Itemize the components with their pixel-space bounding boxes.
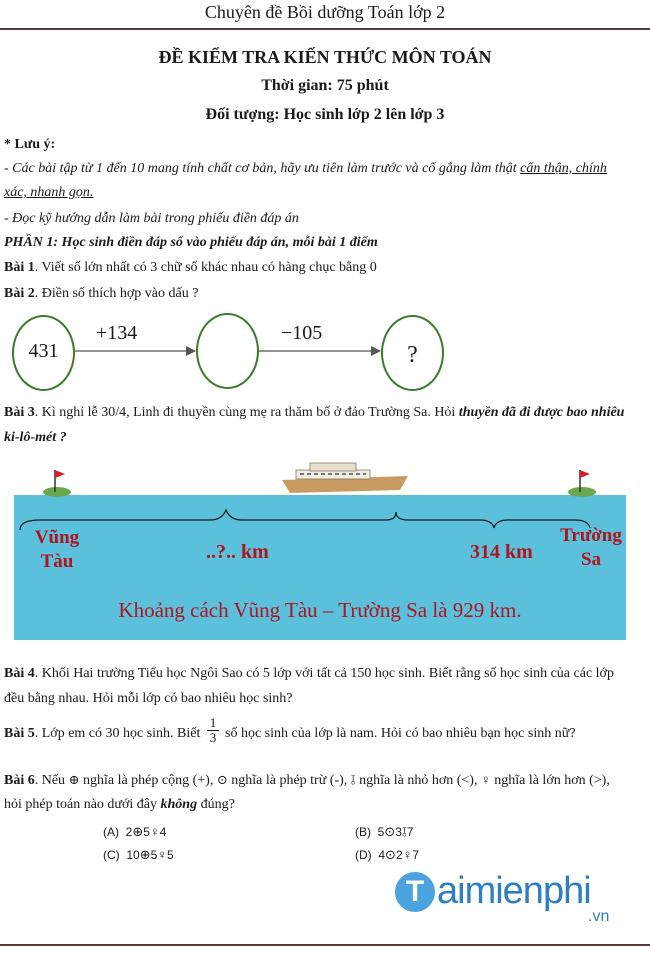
question-6-line-2: hỏi phép toán nào dưới đây không đúng? — [4, 797, 235, 812]
notes-heading: * Lưu ý: — [4, 137, 56, 152]
greater-than-symbol-icon: ♀ — [402, 847, 413, 862]
question-4-line-1: Bài 4. Khối Hai trường Tiểu học Ngôi Sao có 5 lớp với tất cả 150 học sinh. Biết rằng số học sinh của các lớp — [4, 666, 614, 681]
exam-time: Thời gian: 75 phút — [261, 77, 389, 94]
flag-icon-right — [568, 470, 596, 497]
greater-than-symbol-icon: ♀ — [480, 772, 491, 787]
total-distance: Khoảng cách Vũng Tàu – Trường Sa là 929 km. — [118, 598, 522, 622]
exam-audience: Đối tượng: Học sinh lớp 2 lên lớp 3 — [205, 106, 445, 123]
question-4-line-2: đều bằng nhau. Hỏi mỗi lớp có bao nhiêu học sinh? — [4, 691, 293, 706]
brand-name: aimienphi — [437, 870, 591, 912]
exam-title: ĐỀ KIỂM TRA KIẾN THỨC MÔN TOÁN — [158, 47, 492, 67]
page-header-title: Chuyên đề Bồi dưỡng Toán lớp 2 — [204, 2, 446, 22]
operation-add: +134 — [96, 322, 138, 344]
notes-line-2: xác, nhanh gọn. — [4, 185, 94, 200]
circle-dot-icon: ⊙ — [385, 847, 396, 862]
question-6-line-1: Bài 6. Nếu ⊕ nghĩa là phép cộng (+), ⊙ nghĩa là phép trừ (-), ⫱ nghĩa là nhỏ hơn (<), ♀ nghĩa là lớn hơn (>), — [4, 772, 610, 788]
option-a: (A) 2⊕5♀4 — [103, 824, 167, 839]
question-5-part-2: số học sinh của lớp là nam. Hỏi có bao nhiêu bạn học sinh nữ? — [225, 726, 576, 741]
circle-plus-icon: ⊕ — [139, 847, 151, 862]
part1-heading: PHẦN 1: Học sinh điền đáp số vào phiếu đáp án, mỗi bài 1 điểm — [4, 235, 378, 250]
circle-dot-icon: ⊙ — [216, 772, 228, 787]
less-than-symbol-icon: ⫱ — [401, 824, 407, 839]
option-b: (B) 5⊙3⫱7 — [355, 824, 414, 839]
question-1: Bài 1. Viết số lớn nhất có 3 chữ số khác nhau có hàng chục bằng 0 — [4, 260, 377, 275]
brand-logo-icon: T — [395, 872, 435, 912]
circle-plus-icon: ⊕ — [132, 824, 144, 839]
operation-subtract: −105 — [281, 322, 323, 344]
brand-tld: .vn — [588, 908, 610, 925]
start-number: 431 — [28, 340, 59, 362]
greater-than-symbol-icon: ♀ — [149, 824, 160, 839]
less-than-symbol-icon: ⫱ — [350, 772, 356, 787]
boat-icon — [282, 463, 408, 493]
place-truong-sa: Trường Sa — [560, 525, 622, 570]
circle-dot-icon: ⊙ — [384, 824, 396, 839]
question-2: Bài 2. Điền số thích hợp vào dấu ? — [4, 286, 199, 301]
question-5-part-1: Bài 5. Lớp em có 30 học sinh. Biết — [4, 726, 201, 741]
question-3-line-2: ki-lô-mét ? — [4, 430, 67, 445]
greater-than-symbol-icon: ♀ — [157, 847, 168, 862]
fraction-one-third: $\frac{1}{3}$ — [207, 716, 219, 745]
notes-line-3: - Đọc kỹ hướng dẫn làm bài trong phiếu điền đáp án — [4, 211, 299, 226]
unknown-distance: ..?.. km — [206, 541, 269, 563]
place-vung-tau: Vũng Tàu — [34, 527, 80, 572]
footer-divider — [0, 944, 650, 946]
option-c: (C) 10⊕5♀5 — [103, 847, 174, 862]
notes-line-1: - Các bài tập từ 1 đến 10 mang tính chất cơ bản, hãy ưu tiên làm trước và cố gắng làm thật cẩn thận, chính — [4, 161, 607, 176]
end-question-mark: ? — [407, 342, 418, 368]
circle-plus-icon: ⊕ — [68, 772, 80, 787]
known-distance: 314 km — [470, 541, 533, 563]
flag-icon-left — [43, 470, 71, 497]
question-3-line-1: Bài 3. Kì nghỉ lễ 30/4, Linh đi thuyền cùng mẹ ra thăm bố ở đảo Trường Sa. Hỏi thuyền đã đi được bao nhiêu — [4, 405, 625, 420]
option-d: (D) 4⊙2♀7 — [355, 847, 420, 862]
